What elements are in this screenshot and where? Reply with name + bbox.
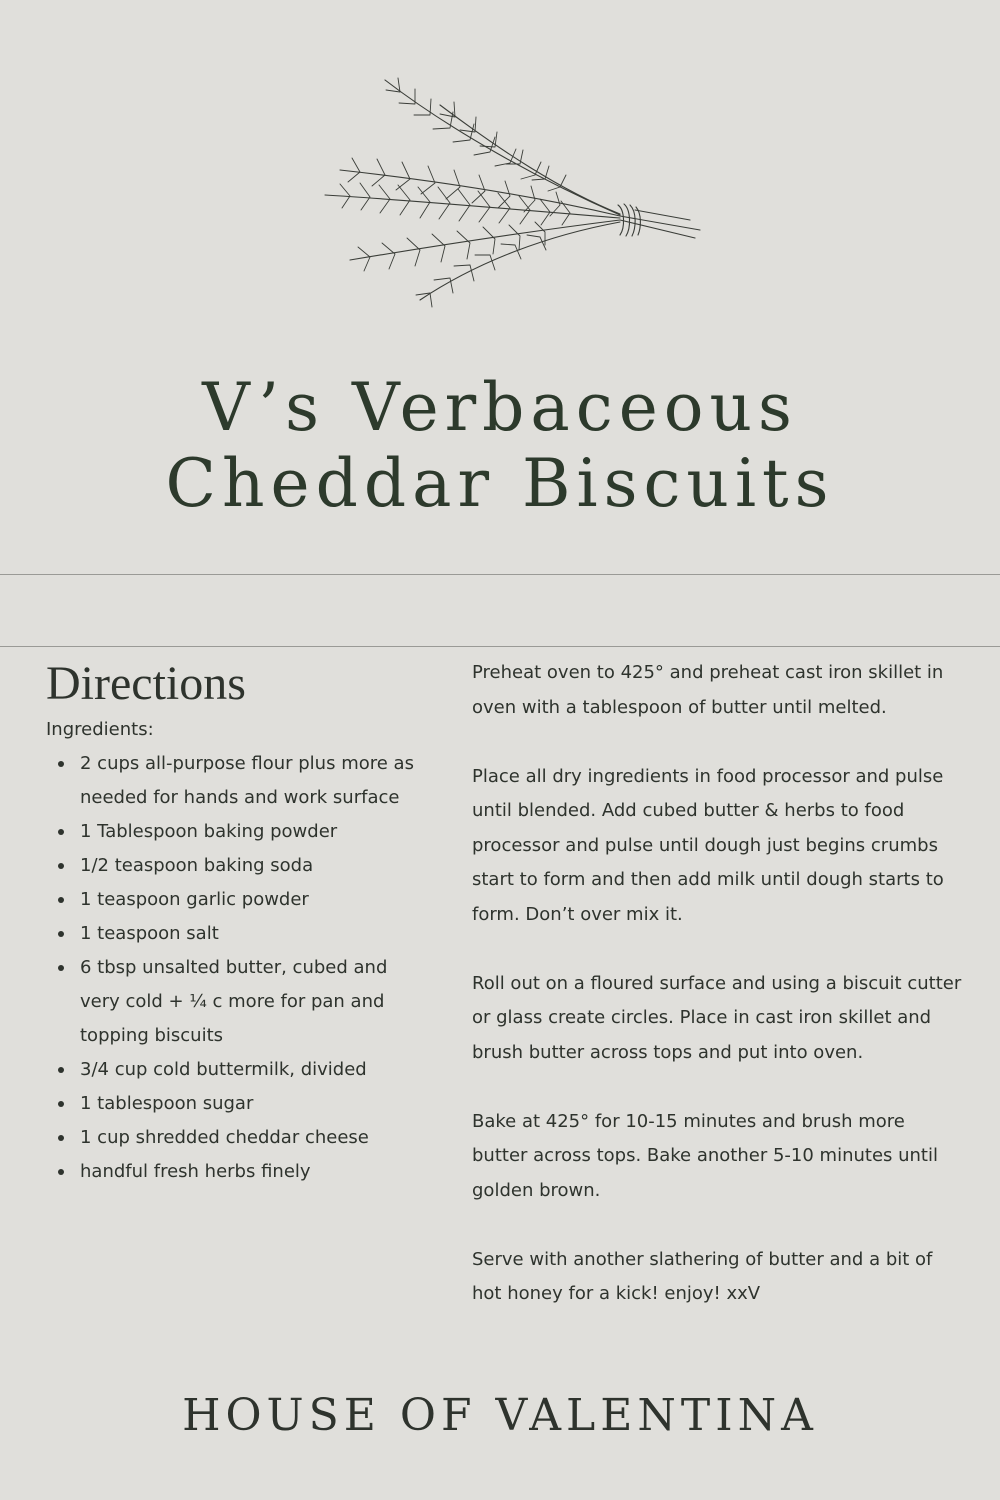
title-line-1: V’s Verbaceous	[202, 369, 798, 446]
bullet-icon	[58, 863, 64, 869]
ingredient-item: 1 cup shredded cheddar cheese	[46, 1121, 426, 1155]
ingredient-item: 1 tablespoon sugar	[46, 1087, 426, 1121]
direction-step: Bake at 425° for 10-15 minutes and brush more butter across tops. Bake another 5-10 minutes until golden brown.	[472, 1110, 938, 1201]
bullet-icon	[58, 829, 64, 835]
bullet-icon	[58, 1067, 64, 1073]
recipe-title	[0, 370, 1000, 522]
ingredient-item: 1 teaspoon salt	[46, 917, 426, 951]
direction-step: Place all dry ingredients in food processor and pulse until blended. Add cubed butter & herbs to food processor and pulse until dough just begins crumbs start to form and then add milk until dough starts to form. Don’t over mix it.	[472, 765, 944, 925]
ingredient-item: 1 teaspoon garlic powder	[46, 883, 426, 917]
direction-step: Roll out on a floured surface and using a biscuit cutter or glass create circles. Place in cast iron skillet and brush butter across tops and put into oven.	[472, 972, 962, 1063]
brand-footer: HOUSE OF VALENTINA	[182, 1390, 818, 1441]
bullet-icon	[58, 761, 64, 767]
direction-step: Preheat oven to 425° and preheat cast iron skillet in oven with a tablespoon of butter until melted.	[472, 662, 944, 718]
title-line-2: Cheddar Biscuits	[165, 445, 835, 522]
divider-bottom	[0, 646, 1000, 647]
bullet-icon	[58, 1101, 64, 1107]
ingredient-item: 1 Tablespoon baking powder	[46, 815, 426, 849]
divider-top	[0, 574, 1000, 575]
bullet-icon	[58, 1169, 64, 1175]
ingredients-label: Ingredients:	[46, 719, 154, 740]
ingredient-item: 6 tbsp unsalted butter, cubed and very cold + ¼ c more for pan and topping biscuits	[46, 951, 426, 1053]
bullet-icon	[58, 965, 64, 971]
ingredients-column	[46, 655, 426, 1189]
ingredient-item: 1/2 teaspoon baking soda	[46, 849, 426, 883]
bullet-icon	[58, 1135, 64, 1141]
bullet-icon	[58, 897, 64, 903]
directions-heading: Directions	[46, 657, 246, 710]
ingredient-item: handful fresh herbs finely	[46, 1155, 426, 1189]
ingredients-list	[46, 747, 426, 1189]
bullet-icon	[58, 931, 64, 937]
directions-column	[472, 656, 962, 1346]
ingredient-item: 3/4 cup cold buttermilk, divided	[46, 1053, 426, 1087]
rosemary-sprig-icon	[290, 60, 720, 330]
ingredient-item: 2 cups all-purpose flour plus more as needed for hands and work surface	[46, 747, 426, 815]
direction-step: Serve with another slathering of butter and a bit of hot honey for a kick! enjoy! xxV	[472, 1248, 933, 1304]
